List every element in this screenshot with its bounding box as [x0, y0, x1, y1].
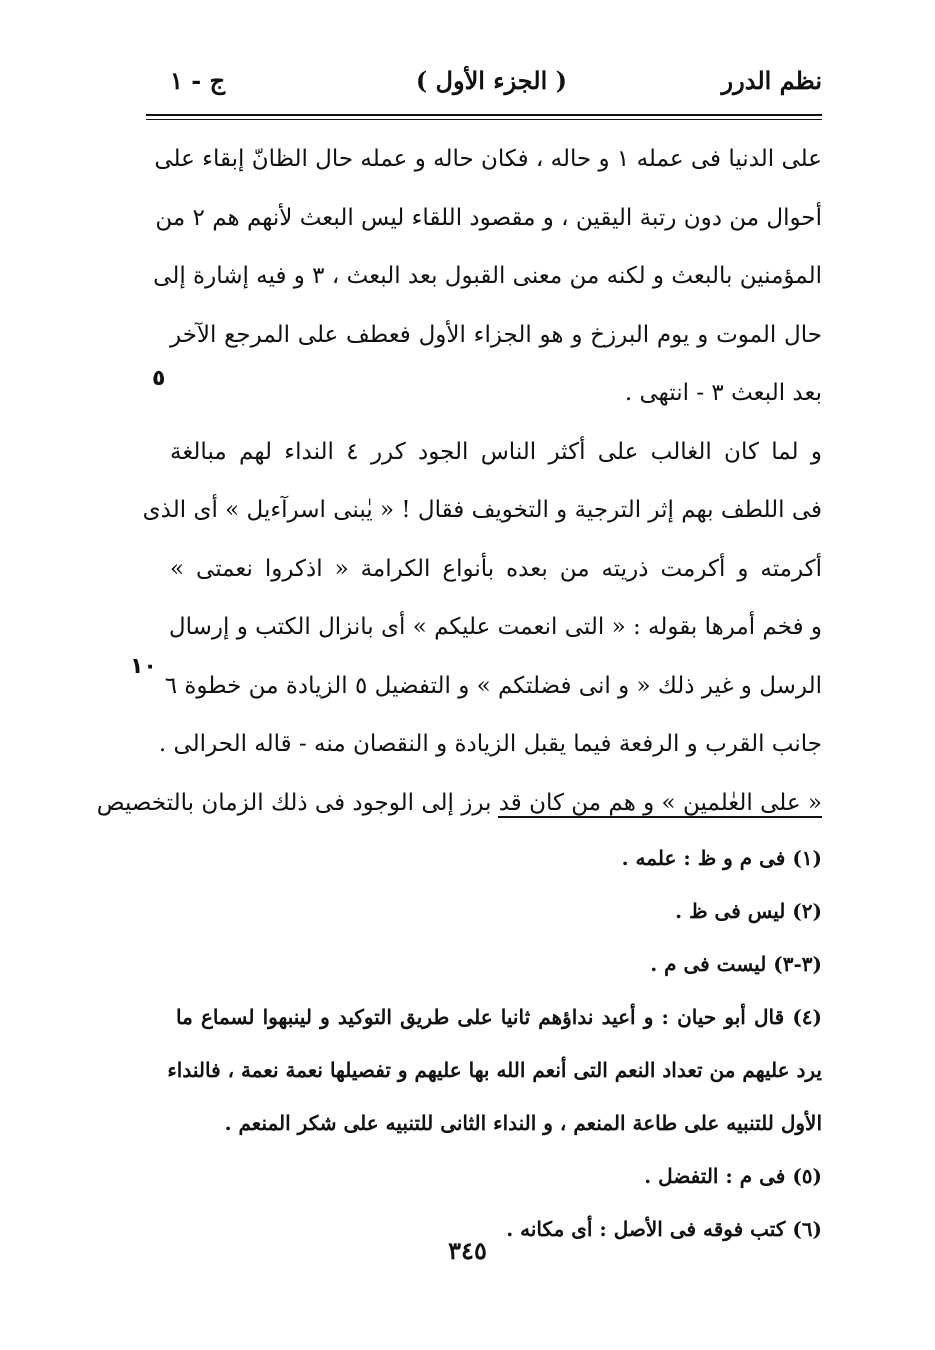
part-title: ( الجزء الأول )	[415, 66, 567, 95]
footnote: (٦) كتب فوقه فى الأصل : أى مكانه .	[506, 1217, 822, 1241]
header-rule-thick	[146, 114, 822, 116]
text-line: جانب القرب و الرفعة فيما يقبل الزيادة و النقصان منه - قاله الحرالى .	[158, 731, 822, 757]
footnote: يرد عليهم من تعداد النعم التى أنعم الله بها عليهم و تفصيلها نعمة نعمة ، فالنداء	[167, 1058, 822, 1082]
text-line: أكرمته و أكرمت ذريته من بعده بأنواع الكرامة « اذكروا نعمتى »	[170, 555, 822, 582]
text-line: أحوال من دون رتبة اليقين ، و مقصود اللقاء ليس البعث لأنهم هم ٢ من	[155, 204, 822, 231]
line-number-10: ١٠	[130, 654, 157, 679]
header-rule-thin	[146, 119, 822, 120]
text-line: على الدنيا فى عمله ١ و حاله ، فكان حاله و عمله حال الظانّ إبقاء على	[154, 146, 822, 172]
footnote: (٢) ليس فى ظ .	[675, 899, 822, 923]
line-number-5: ٥	[152, 366, 166, 391]
text-line: المؤمنين بالبعث و لكنه من معنى القبول بعد البعث ، ٣ و فيه إشارة إلى	[153, 263, 822, 289]
text-line: بعد البعث ٣ - انتهى .	[624, 380, 822, 406]
volume-label: ج - ١	[170, 66, 226, 95]
text-line: الرسل و غير ذلك « و انى فضلتكم » و التفضيل ٥ الزيادة من خطوة ٦	[164, 672, 822, 699]
text-line: و لما كان الغالب على أكثر الناس الجود كرر ٤ النداء لهم مبالغة	[170, 438, 822, 465]
text-line: حال الموت و يوم البرزخ و هو الجزاء الأول فعطف على المرجع الآخر	[170, 321, 822, 348]
footnotes	[167, 832, 822, 1256]
book-title: نظم الدرر	[721, 66, 822, 95]
footnote: (٣-٣) ليست فى م .	[650, 952, 822, 976]
footnote: (٤) قال أبو حيان : و أعيد نداؤهم ثانيا على طريق التوكيد و لينبهوا لسماع ما	[176, 1005, 822, 1029]
running-header	[170, 62, 822, 102]
text-line: « على العٰلمين » و هم من كان قد برز إلى الوجود فى ذلك الزمان بالتخصيص	[96, 789, 822, 816]
footnote-rule	[498, 816, 822, 818]
text-line: و فخم أمرها بقوله : « التى انعمت عليكم » أى بانزال الكتب و إرسال	[168, 614, 822, 640]
footnote: (٥) فى م : التفضل .	[644, 1164, 822, 1188]
page-number: ٣٤٥	[448, 1236, 487, 1265]
text-line: فى اللطف بهم إثر الترجية و التخويف فقال ! « يٰبنى اسرآءيل » أى الذى	[142, 497, 822, 523]
footnote: الأول للتنبيه على طاعة المنعم ، و النداء الثانى للتنبيه على شكر المنعم .	[224, 1111, 822, 1135]
footnote: (١) فى م و ظ : علمه .	[621, 846, 822, 870]
